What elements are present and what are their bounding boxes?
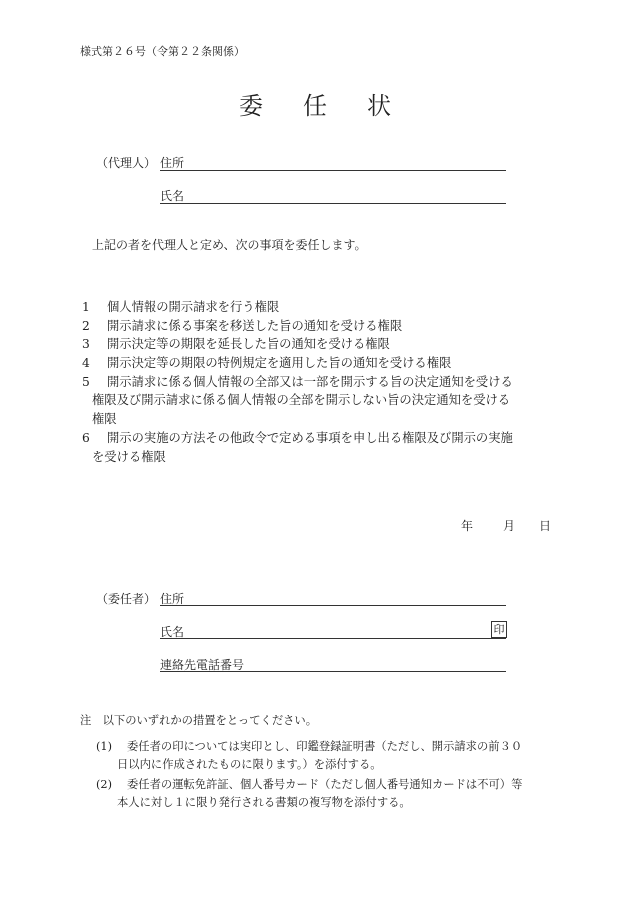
date-month[interactable]: 月 bbox=[503, 519, 516, 533]
note-item-number: (1) bbox=[96, 740, 113, 753]
date-year[interactable]: 年 bbox=[461, 519, 474, 533]
agent-name-line[interactable] bbox=[160, 203, 506, 204]
item-number: 3 bbox=[82, 337, 90, 352]
principal-address-label: 住所 bbox=[160, 592, 185, 606]
note-item-line2: 本人に対し１に限り発行される書類の複写物を添付する。 bbox=[117, 796, 411, 809]
item-number: 4 bbox=[82, 356, 90, 371]
note-item-line1: 委任者の運転免許証、個人番号カード（ただし個人番号通知カードは不可）等 bbox=[127, 778, 523, 791]
seal-box: 印 bbox=[491, 621, 507, 638]
principal-name-line[interactable] bbox=[160, 638, 506, 639]
powers-list bbox=[80, 298, 560, 466]
list-item bbox=[80, 317, 560, 336]
item-text: 個人情報の開示請求を行う権限 bbox=[107, 300, 280, 314]
item-text: 開示決定等の期限を延長した旨の通知を受ける権限 bbox=[107, 337, 390, 352]
item-text: 開示決定等の期限の特例規定を適用した旨の通知を受ける権限 bbox=[107, 356, 452, 371]
note-item-line2: 日以内に作成されたものに限ります。）を添付する。 bbox=[117, 758, 382, 771]
agent-address-label: 住所 bbox=[160, 156, 185, 170]
agent-label: （代理人） bbox=[96, 156, 157, 170]
list-item bbox=[80, 298, 560, 317]
item-text-line3: 権限 bbox=[92, 412, 117, 427]
item-number: 6 bbox=[82, 430, 90, 445]
principal-address-line[interactable] bbox=[160, 605, 506, 606]
note-item-number: (2) bbox=[96, 778, 113, 791]
intro-text: 上記の者を代理人と定め、次の事項を委任します。 bbox=[92, 238, 367, 252]
form-number: 様式第２６号（令第２２条関係） bbox=[80, 45, 245, 58]
principal-phone-line[interactable] bbox=[160, 671, 506, 672]
date-day[interactable]: 日 bbox=[539, 519, 552, 533]
list-item bbox=[80, 429, 560, 466]
agent-name-label: 氏名 bbox=[160, 189, 185, 203]
principal-phone-label: 連絡先電話番号 bbox=[160, 658, 245, 672]
item-text: 開示請求に係る事案を移送した旨の通知を受ける権限 bbox=[107, 318, 403, 333]
item-number: 2 bbox=[82, 318, 90, 333]
item-text-line2: を受ける権限 bbox=[92, 449, 166, 464]
agent-address-line[interactable] bbox=[160, 170, 506, 171]
note-heading: 注 以下のいずれかの措置をとってください。 bbox=[80, 714, 318, 727]
item-text-line1: 開示の実施の方法その他政令で定める事項を申し出る権限及び開示の実施 bbox=[107, 430, 513, 445]
document-title: 委任状 bbox=[239, 92, 431, 120]
list-item bbox=[80, 373, 560, 429]
principal-label: （委任者） bbox=[96, 592, 157, 606]
list-item bbox=[80, 335, 560, 354]
item-text-line2: 権限及び開示請求に係る個人情報の全部を開示しない旨の決定通知を受ける bbox=[92, 393, 511, 408]
item-text-line1: 開示請求に係る個人情報の全部又は一部を開示する旨の決定通知を受ける bbox=[107, 374, 513, 389]
item-number: 1 bbox=[82, 300, 90, 314]
list-item bbox=[80, 354, 560, 373]
principal-name-label: 氏名 bbox=[160, 625, 185, 639]
note-item-line1: 委任者の印については実印とし、印鑑登録証明書（ただし、開示請求の前３０ bbox=[127, 740, 523, 753]
item-number: 5 bbox=[82, 374, 90, 389]
